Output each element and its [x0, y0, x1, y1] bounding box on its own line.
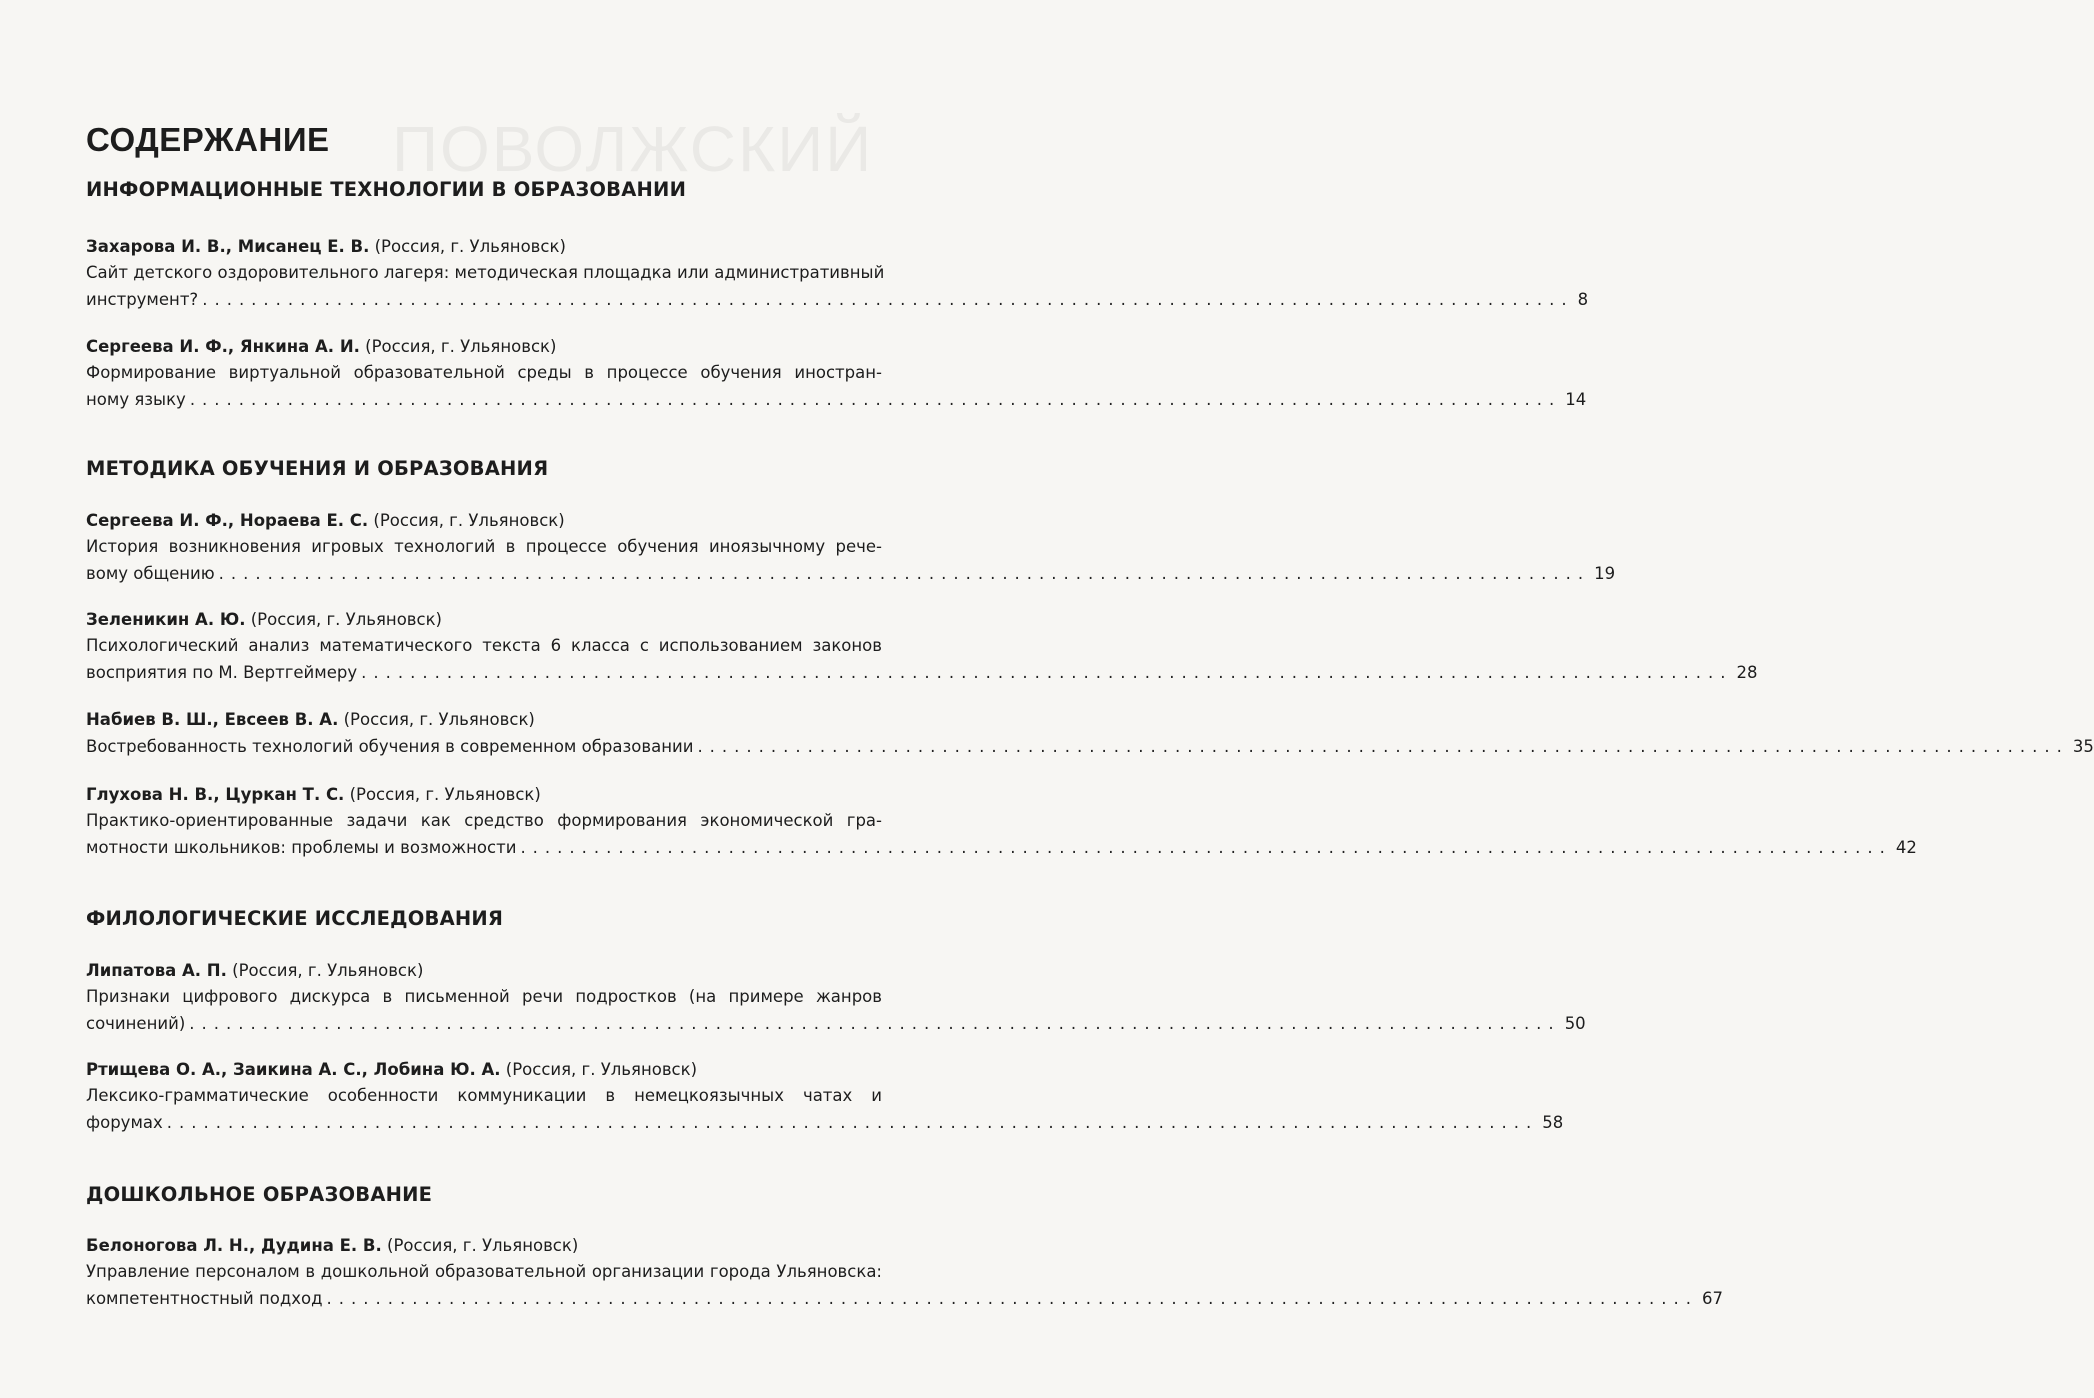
section-methodology [86, 455, 882, 483]
entry-title-line: История возникновения игровых технологий в процессе обучения иноязычному рече- [86, 537, 882, 556]
toc-entry[interactable] [86, 234, 1589, 314]
page-number: 14 [1565, 390, 1587, 409]
entry-title-last: восприятия по М. Вертгеймеру ................................................................................................................ 28 [86, 659, 882, 687]
toc-entry[interactable] [86, 334, 1587, 414]
section-heading: ФИЛОЛОГИЧЕСКИЕ ИССЛЕДОВАНИЯ [86, 907, 504, 930]
entry-title-line: Практико-ориентированные задачи как средство формирования экономической гра- [86, 811, 882, 830]
entry-authors: Сергеева И. Ф., Нораева Е. С. (Россия, г. Ульяновск) [86, 511, 565, 530]
entry-authors: Сергеева И. Ф., Янкина А. И. (Россия, г. Ульяновск) [86, 337, 557, 356]
section-philology [86, 905, 882, 933]
entry-title-line: Формирование виртуальной образовательной среды в процессе обучения иностран- [86, 363, 882, 382]
entry-title-last: мотности школьников: проблемы и возможности ................................................................................................................ 42 [86, 834, 882, 862]
entry-title-last: Востребованность технологий обучения в современном образовании ................................................................................................................ 35 [86, 733, 882, 761]
entry-authors: Липатова А. П. (Россия, г. Ульяновск) [86, 961, 424, 980]
entry-title-line: Признаки цифрового дискурса в письменной речи подростков (на примере жанров [86, 987, 882, 1006]
bleed-through-text: ПОВОЛЖСКИЙ [392, 113, 874, 185]
entry-authors: Белоногова Л. Н., Дудина Е. В. (Россия, г. Ульяновск) [86, 1236, 579, 1255]
section-heading: ДОШКОЛЬНОЕ ОБРАЗОВАНИЕ [86, 1183, 433, 1206]
toc-entry[interactable] [86, 1233, 1723, 1313]
entry-title-last: форумах ................................................................................................................ 58 [86, 1109, 882, 1137]
page-number: 67 [1701, 1289, 1723, 1308]
section-it-education [86, 176, 882, 204]
entry-title-line: Сайт детского оздоровительного лагеря: методическая площадка или административный [86, 263, 885, 282]
page-number: 35 [2072, 737, 2094, 756]
section-heading: МЕТОДИКА ОБУЧЕНИЯ И ОБРАЗОВАНИЯ [86, 457, 549, 480]
entry-title-last: вому общению ................................................................................................................ 19 [86, 560, 882, 588]
toc-entry[interactable] [86, 707, 2094, 761]
entry-title-last: ному языку ................................................................................................................ 14 [86, 386, 882, 414]
entry-authors: Глухова Н. В., Цуркан Т. С. (Россия, г. Ульяновск) [86, 785, 541, 804]
section-preschool [86, 1181, 882, 1209]
page-number: 42 [1895, 838, 1917, 857]
page-number: 8 [1577, 290, 1589, 309]
section-heading: ИНФОРМАЦИОННЫЕ ТЕХНОЛОГИИ В ОБРАЗОВАНИИ [86, 178, 687, 201]
page-number: 50 [1564, 1014, 1586, 1033]
entry-title-last: компетентностный подход ................................................................................................................ 67 [86, 1285, 882, 1313]
entry-title-last: сочинений) ................................................................................................................ 50 [86, 1010, 882, 1038]
entry-title-line: Управление персоналом в дошкольной образовательной организации города Ульяновска: [86, 1262, 882, 1281]
toc-entry[interactable] [86, 508, 1616, 588]
page-number: 28 [1736, 663, 1758, 682]
toc-entry[interactable] [86, 607, 1758, 687]
entry-authors: Зеленикин А. Ю. (Россия, г. Ульяновск) [86, 610, 442, 629]
page-number: 19 [1594, 564, 1616, 583]
entry-authors: Захарова И. В., Мисанец Е. В. (Россия, г. Ульяновск) [86, 237, 566, 256]
toc-entry[interactable] [86, 1057, 1564, 1137]
table-of-contents [86, 118, 2094, 1308]
entry-title-last: инструмент? ................................................................................................................ 8 [86, 286, 882, 314]
entry-authors: Набиев В. Ш., Евсеев В. А. (Россия, г. Ульяновск) [86, 710, 535, 729]
entry-authors: Ртищева О. А., Заикина А. С., Лобина Ю. А. (Россия, г. Ульяновск) [86, 1060, 698, 1079]
page-title: СОДЕРЖАНИЕ [86, 121, 330, 158]
toc-entry[interactable] [86, 958, 1586, 1038]
entry-title-line: Психологический анализ математического текста 6 класса с использованием законов [86, 636, 882, 655]
page-number: 58 [1542, 1113, 1564, 1132]
entry-title-line: Лексико-грамматические особенности коммуникации в немецкоязычных чатах и [86, 1086, 882, 1105]
toc-entry[interactable] [86, 782, 1917, 862]
